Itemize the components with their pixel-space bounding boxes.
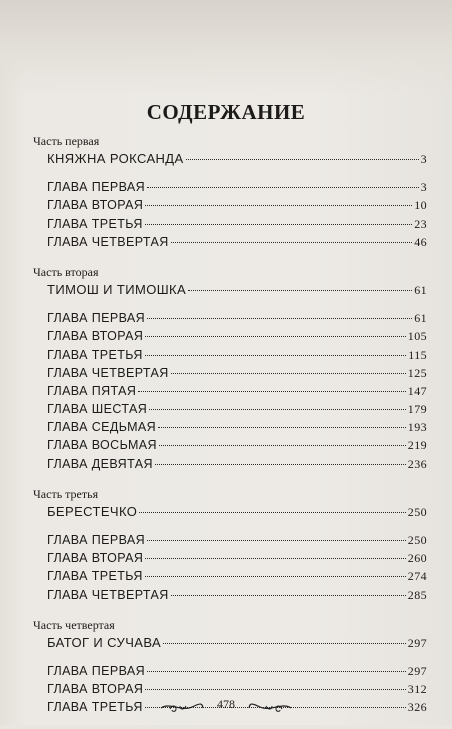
book-entry-title: БЕРЕСТЕЧКО bbox=[47, 503, 138, 519]
dot-leader bbox=[147, 318, 412, 319]
chapter-entry[interactable] bbox=[33, 233, 429, 251]
chapter-entry-page: 10 bbox=[414, 198, 427, 213]
dot-leader bbox=[171, 373, 406, 374]
chapter-entry-page: 326 bbox=[407, 700, 427, 715]
dot-leader bbox=[145, 558, 405, 559]
book-entry-page: 250 bbox=[407, 504, 427, 519]
chapter-entry-title: ГЛАВА ЧЕТВЕРТАЯ bbox=[47, 234, 169, 249]
dot-leader bbox=[147, 187, 419, 188]
chapter-entry[interactable] bbox=[33, 346, 429, 364]
dot-leader bbox=[149, 409, 406, 410]
dot-leader bbox=[163, 643, 406, 644]
chapter-entry[interactable] bbox=[33, 382, 429, 400]
dot-leader bbox=[147, 540, 406, 541]
book-entry[interactable] bbox=[33, 281, 429, 299]
chapter-entry-title: ГЛАВА ЧЕТВЕРТАЯ bbox=[47, 587, 169, 602]
chapter-entry-title: ГЛАВА ЧЕТВЕРТАЯ bbox=[47, 365, 169, 380]
toc-part bbox=[33, 263, 429, 473]
chapter-entry-page: 297 bbox=[407, 663, 427, 678]
chapter-entry[interactable] bbox=[33, 400, 429, 418]
chapter-entry[interactable] bbox=[33, 178, 429, 196]
chapter-entry-title: ГЛАВА СЕДЬМАЯ bbox=[47, 420, 157, 435]
part-label: Часть первая bbox=[33, 134, 100, 148]
chapter-entry-title: ГЛАВА ВТОРАЯ bbox=[47, 551, 144, 566]
chapter-entry-page: 179 bbox=[407, 402, 427, 417]
part-label: Часть четвертая bbox=[33, 617, 115, 632]
chapter-entry-title: ГЛАВА ВТОРАЯ bbox=[47, 329, 144, 344]
show-through-text bbox=[0, 0, 452, 96]
book-entry[interactable] bbox=[33, 503, 429, 521]
chapter-entry-page: 3 bbox=[420, 180, 427, 195]
chapter-entry-page: 61 bbox=[414, 311, 427, 326]
dot-leader bbox=[145, 689, 405, 690]
chapter-entry[interactable] bbox=[33, 586, 429, 604]
part-label: Часть вторая bbox=[33, 264, 99, 279]
chapter-entry-title: ГЛАВА ВТОРАЯ bbox=[47, 198, 144, 213]
table-of-contents bbox=[33, 132, 429, 729]
dot-leader bbox=[158, 427, 406, 428]
dot-leader bbox=[145, 205, 412, 206]
book-entry-title: ТИМОШ И ТИМОШКА bbox=[47, 281, 187, 297]
chapter-entry-title: ГЛАВА ТРЕТЬЯ bbox=[47, 347, 143, 362]
chapter-entry[interactable] bbox=[33, 567, 429, 585]
chapter-entry-page: 46 bbox=[414, 234, 427, 249]
chapter-entry-title: ГЛАВА ПЕРВАЯ bbox=[47, 311, 146, 326]
book-entry-page: 61 bbox=[414, 282, 427, 297]
toc-part bbox=[33, 485, 429, 604]
page-footer bbox=[0, 696, 452, 720]
chapter-entry[interactable] bbox=[33, 215, 429, 233]
chapter-entry[interactable] bbox=[33, 309, 429, 327]
chapter-entry-page: 219 bbox=[407, 438, 427, 453]
book-entry[interactable] bbox=[33, 634, 429, 652]
chapter-entry[interactable] bbox=[33, 418, 429, 436]
book-entry-title: КНЯЖНА РОКСАНДА bbox=[47, 151, 184, 166]
chapter-entry-title: ГЛАВА ВОСЬМАЯ bbox=[47, 438, 157, 453]
chapter-entry[interactable] bbox=[33, 436, 429, 454]
chapter-entry-page: 115 bbox=[408, 347, 427, 362]
dot-leader bbox=[145, 224, 412, 225]
page-number: 478 bbox=[217, 697, 235, 711]
chapter-entry-title: ГЛАВА ТРЕТЬЯ bbox=[47, 216, 143, 231]
chapter-entry-title: ГЛАВА ПЕРВАЯ bbox=[47, 663, 146, 678]
chapter-entry-title: ГЛАВА ТРЕТЬЯ bbox=[47, 569, 143, 584]
chapter-entry-title: ГЛАВА ПЕРВАЯ bbox=[47, 533, 146, 547]
chapter-entry-page: 250 bbox=[407, 533, 427, 547]
chapter-entry[interactable] bbox=[33, 327, 429, 345]
chapter-entry-title: ГЛАВА ВТОРАЯ bbox=[47, 682, 144, 697]
swirl-ornament-icon bbox=[248, 700, 292, 714]
chapter-entry-page: 236 bbox=[407, 456, 427, 471]
dot-leader bbox=[139, 512, 405, 513]
chapter-entry-title: ГЛАВА ПЯТАЯ bbox=[47, 383, 137, 398]
dot-leader bbox=[145, 576, 406, 577]
dot-leader bbox=[186, 159, 419, 160]
dot-leader bbox=[171, 242, 413, 243]
chapter-entry-page: 312 bbox=[407, 682, 427, 697]
dot-leader bbox=[171, 595, 406, 596]
chapter-entry-page: 193 bbox=[407, 420, 427, 435]
chapter-entry[interactable] bbox=[33, 364, 429, 382]
dot-leader bbox=[145, 355, 406, 356]
dot-leader bbox=[159, 445, 406, 446]
book-entry[interactable] bbox=[33, 150, 429, 168]
chapter-entry-title: ГЛАВА ПЕРВАЯ bbox=[47, 180, 146, 195]
chapter-entry-page: 285 bbox=[407, 587, 427, 602]
chapter-entry[interactable] bbox=[33, 662, 429, 680]
chapter-entry[interactable] bbox=[33, 531, 429, 549]
dot-leader bbox=[138, 391, 405, 392]
chapter-entry-page: 147 bbox=[407, 383, 427, 398]
dot-leader bbox=[188, 290, 412, 291]
chapter-entry[interactable] bbox=[33, 455, 429, 473]
chapter-entry-page: 125 bbox=[407, 365, 427, 380]
chapter-entry-page: 260 bbox=[407, 551, 427, 566]
chapter-entry-page: 274 bbox=[407, 569, 427, 584]
book-entry-page: 297 bbox=[407, 635, 427, 650]
page-title: СОДЕРЖАНИЕ bbox=[146, 100, 306, 124]
toc-part bbox=[33, 132, 429, 251]
book-entry-title: БАТОГ И СУЧАВА bbox=[47, 634, 162, 650]
chapter-entry-title: ГЛАВА ШЕСТАЯ bbox=[47, 402, 148, 417]
part-label: Часть третья bbox=[33, 486, 99, 501]
chapter-entry-title: ГЛАВА ТРЕТЬЯ bbox=[47, 700, 143, 715]
chapter-entry[interactable] bbox=[33, 549, 429, 567]
dot-leader bbox=[147, 671, 406, 672]
chapter-entry-page: 105 bbox=[407, 329, 427, 344]
book-entry-page: 3 bbox=[420, 152, 427, 166]
chapter-entry[interactable] bbox=[33, 196, 429, 214]
dot-leader bbox=[155, 464, 406, 465]
chapter-entry-page: 23 bbox=[414, 216, 427, 231]
chapter-entry-title: ГЛАВА ДЕВЯТАЯ bbox=[47, 456, 153, 471]
dot-leader bbox=[145, 336, 405, 337]
